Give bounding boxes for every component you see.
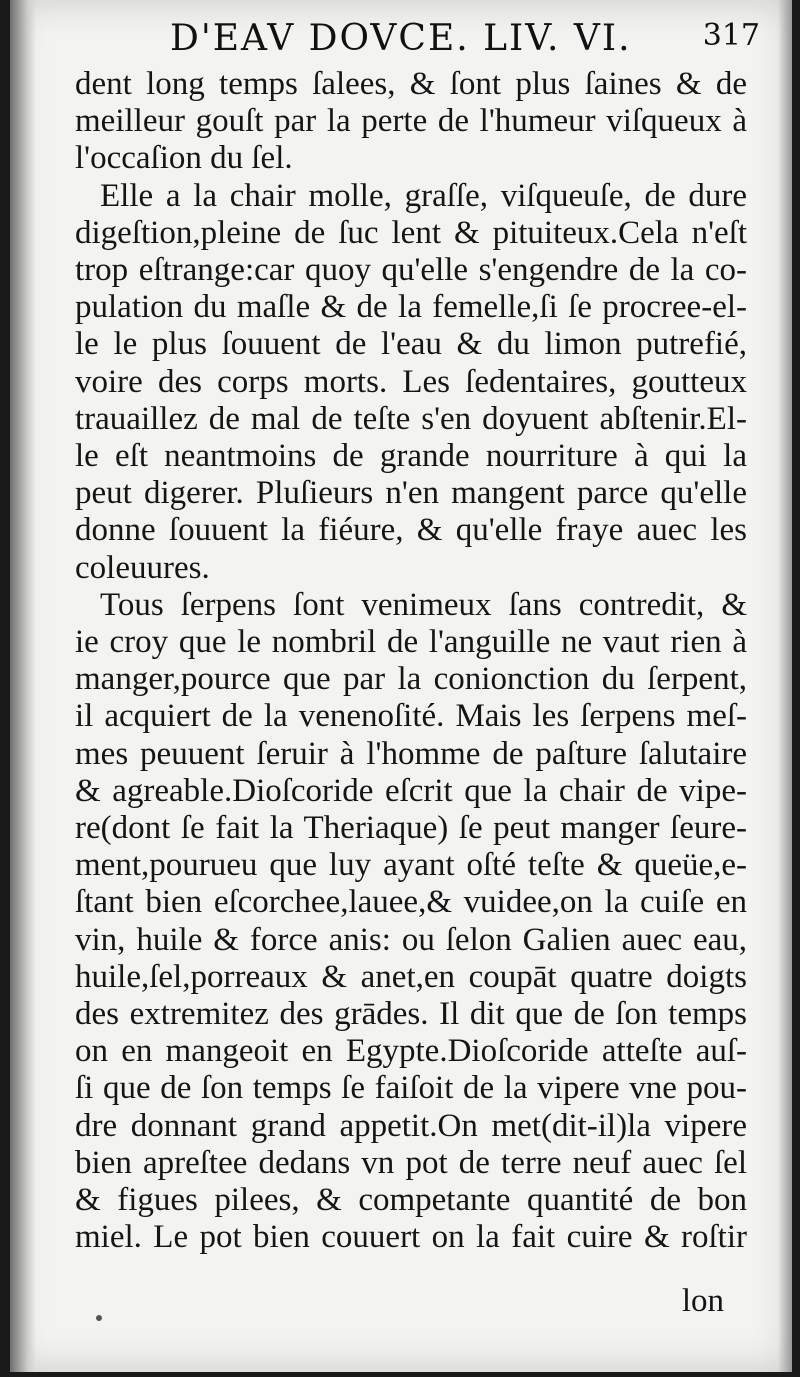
text-line: des extremitez des grādes. Il dit que de ſon temps (75, 996, 747, 1033)
text-line: manger,pource que par la conionction du ſerpent, (75, 661, 747, 698)
running-head (170, 14, 760, 62)
text-line: l'occaſion du ſel. (75, 140, 293, 177)
text-line: dre donnant grand appetit.On met(dit-il)la vipere (75, 1107, 747, 1144)
text-line: vin, huile & force anis: ou ſelon Galien auec eau, (75, 921, 747, 958)
text-line: peut digerer. Pluſieurs n'en mangent parce qu'elle (75, 475, 747, 512)
text-line: il acquiert de la venenoſité. Mais les ſerpens meſ- (75, 698, 747, 735)
text-line: ie croy que le nombril de l'anguille ne vaut rien à (75, 624, 747, 661)
paragraph-1 (75, 66, 747, 178)
paragraph-3 (75, 587, 747, 1257)
text-line: ſi que de ſon temps ſe faiſoit de la vipere vne pou- (75, 1070, 747, 1107)
page-edge-shadow (778, 0, 792, 1372)
text-line: & agreable.Dioſcoride eſcrit que la chair de vipe- (75, 772, 747, 809)
text-line: re(dont ſe fait la Theriaque) ſe peut manger ſeure- (75, 810, 747, 847)
page-number: 317 (702, 18, 760, 53)
text-line: coleuures. (75, 549, 210, 586)
text-line: trauaillez de mal de teſte s'en doyuent abſtenir.El- (75, 400, 747, 437)
text-line: ſtant bien eſcorchee,lauee,& vuidee,on la cuiſe en (75, 884, 747, 921)
text-line: Elle a la chair molle, graſſe, viſqueuſe, de dure (100, 177, 747, 214)
text-line: digeſtion,pleine de ſuc lent & pituiteux.Cela n'eſt (75, 214, 747, 251)
text-line: dent long temps ſalees, & ſont plus ſaines & de (75, 66, 747, 102)
text-line: bien apreſtee dedans vn pot de terre neuf auec ſel (75, 1144, 747, 1181)
text-line: le eſt neantmoins de grande nourriture à qui la (75, 438, 747, 475)
paragraph-2 (75, 178, 747, 587)
text-line: trop eſtrange:car quoy qu'elle s'engendre de la co- (75, 252, 747, 289)
catchword: lon (681, 1283, 724, 1319)
text-line: ment,pourueu que luy ayant oſté teſte & queüe,e- (75, 847, 747, 884)
book-page (10, 0, 792, 1372)
text-line: & figues pilees, & competante quantité de bon (75, 1182, 747, 1219)
text-block (75, 66, 747, 1257)
binding-gutter (10, 0, 36, 1372)
text-line: mes peuuent ſeruir à l'homme de paſture ſalutaire (75, 735, 747, 772)
text-line: Tous ſerpens ſont venimeux ſans contredit, & (100, 586, 747, 623)
text-line: le le plus ſouuent de l'eau & du limon putrefié, (75, 326, 747, 363)
running-head-title: D'EAV DOVCE. LIV. VI. (170, 18, 632, 59)
text-line: voire des corps morts. Les ſedentaires, goutteux (75, 363, 747, 400)
ink-speck (96, 1315, 102, 1321)
text-line: donne ſouuent la fiéure, & qu'elle fraye auec les (75, 512, 747, 549)
text-line: meilleur gouſt par la perte de l'humeur viſqueux à (75, 103, 747, 140)
text-line: pulation du maſle & de la femelle,ſi ſe procree-el- (75, 289, 747, 326)
text-line: miel. Le pot bien couuert on la fait cuire & roſtir (75, 1219, 747, 1256)
text-line: on en mangeoit en Egypte.Dioſcoride atteſte auſ- (75, 1033, 747, 1070)
text-line: huile,ſel,porreaux & anet,en coupāt quatre doigts (75, 958, 747, 995)
